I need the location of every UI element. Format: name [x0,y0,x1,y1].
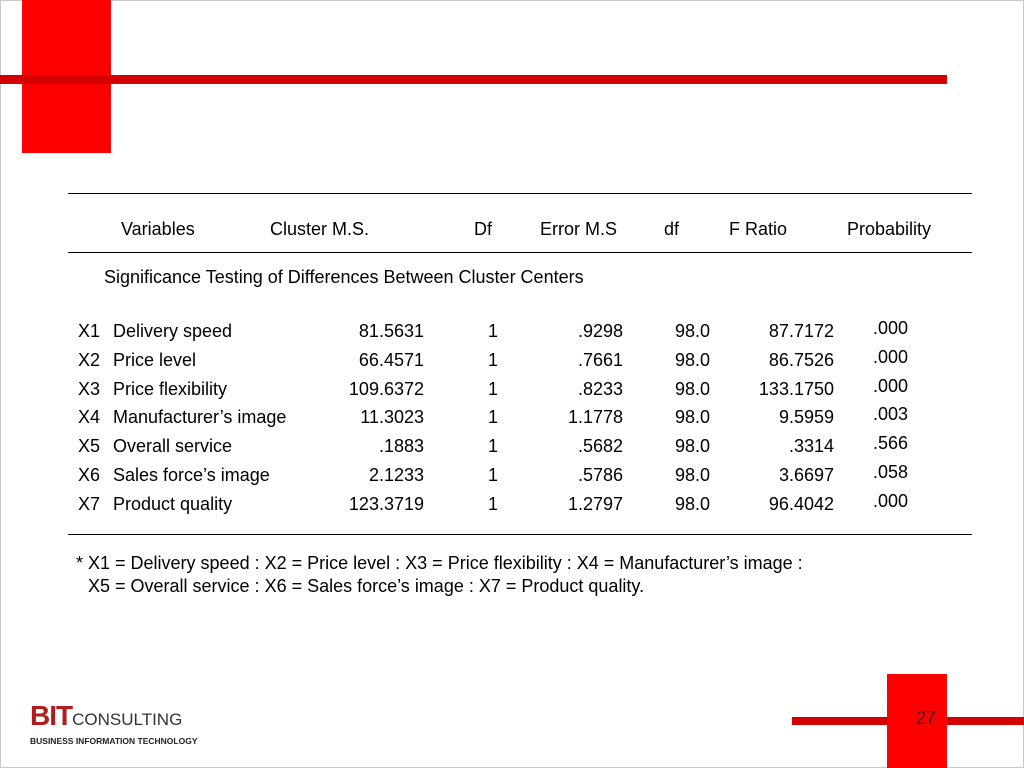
row-variable-name: Price flexibility [113,379,228,399]
row-df-error: 98.0 [674,321,710,341]
row-probability: .058 [873,462,909,482]
row-df-error: 98.0 [674,407,710,427]
row-cluster-ms: 66.4571 [358,350,424,370]
footnote-line-2: X5 = Overall service : X6 = Sales force’s image : X7 = Product quality. [88,576,645,596]
row-f-ratio: 87.7172 [768,321,834,341]
header-probability: Probability [847,219,932,239]
logo-consulting: CONSULTING [72,710,183,729]
row-variable-name: Delivery speed [113,321,233,341]
row-error-ms: .5682 [577,436,623,456]
row-error-ms: 1.1778 [567,407,623,427]
row-df: 1 [487,494,498,514]
row-code: X5 [78,436,101,456]
row-f-ratio: .3314 [788,436,834,456]
row-df: 1 [487,407,498,427]
footnote-line-1: * X1 = Delivery speed : X2 = Price level : X3 = Price flexibility : X4 = Manufacturer’s image : [76,553,803,573]
row-probability: .000 [873,347,909,367]
row-df-error: 98.0 [674,350,710,370]
row-cluster-ms: 11.3023 [360,407,424,427]
row-probability: .000 [873,318,909,338]
row-cluster-ms: 123.3719 [348,494,424,514]
table-title: Significance Testing of Differences Between Cluster Centers [104,267,584,287]
company-logo [30,702,198,746]
row-probability: .000 [873,376,909,396]
row-code: X7 [78,494,101,514]
row-cluster-ms: .1883 [378,436,424,456]
header-error-ms: Error M.S [540,219,618,239]
row-f-ratio: 133.1750 [758,379,834,399]
decorative-bottom-line-left [792,717,888,725]
header-df-error: df [664,219,680,239]
row-probability: .003 [873,404,909,424]
row-df: 1 [487,350,498,370]
row-df-error: 98.0 [674,436,710,456]
row-f-ratio: 86.7526 [768,350,834,370]
logo-bit: BIT [30,700,73,731]
page-number: 27 [915,708,936,728]
row-cluster-ms: 109.6372 [348,379,424,399]
header-bottom-rule [68,252,972,253]
row-df-error: 98.0 [674,494,710,514]
row-code: X1 [78,321,101,341]
table-bottom-rule [68,534,972,535]
row-variable-name: Sales force’s image [113,465,270,485]
header-df: Df [474,219,492,239]
row-error-ms: .9298 [577,321,623,341]
row-code: X4 [78,407,101,427]
row-f-ratio: 9.5959 [778,407,834,427]
row-error-ms: .7661 [577,350,623,370]
row-variable-name: Product quality [113,494,233,514]
page-number-box [887,674,947,768]
header-f-ratio: F Ratio [729,219,788,239]
row-probability: .566 [873,433,909,453]
row-error-ms: .5786 [577,465,623,485]
decorative-bottom-line-right [947,717,1024,725]
row-df: 1 [487,379,498,399]
header-cluster-ms: Cluster M.S. [270,219,370,239]
row-variable-name: Overall service [113,436,233,456]
row-df: 1 [487,436,498,456]
row-code: X2 [78,350,101,370]
row-variable-name: Manufacturer’s image [113,407,287,427]
row-df-error: 98.0 [674,379,710,399]
row-cluster-ms: 2.1233 [368,465,424,485]
row-code: X3 [78,379,101,399]
decorative-top-line [0,75,947,84]
row-code: X6 [78,465,101,485]
row-error-ms: 1.2797 [567,494,623,514]
logo-tagline: BUSINESS INFORMATION TECHNOLOGY [30,736,198,746]
row-f-ratio: 3.6697 [778,465,834,485]
header-variables: Variables [121,219,195,239]
row-df: 1 [487,321,498,341]
row-cluster-ms: 81.5631 [358,321,424,341]
row-df-error: 98.0 [674,465,710,485]
row-variable-name: Price level [113,350,197,370]
row-f-ratio: 96.4042 [768,494,834,514]
table-top-rule [68,193,972,194]
row-error-ms: .8233 [577,379,623,399]
row-probability: .000 [873,491,909,511]
row-df: 1 [487,465,498,485]
